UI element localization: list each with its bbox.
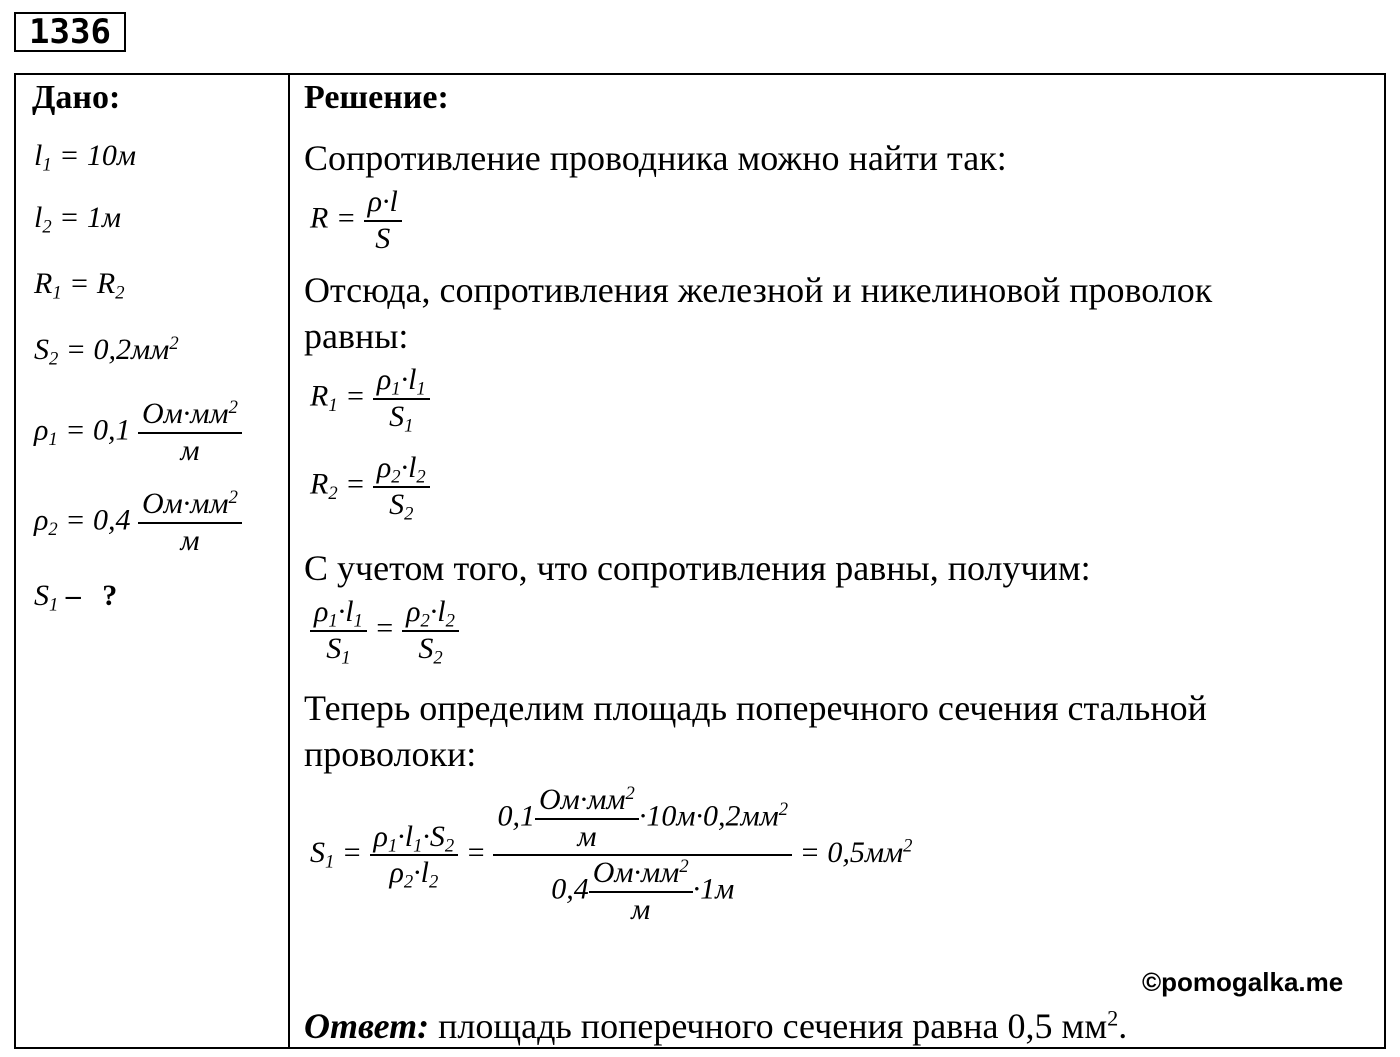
solution-line-4: С учетом того, что сопротивления равны, получим:	[304, 548, 1091, 588]
solution-line-3: равны:	[304, 316, 409, 356]
given-find-s1: $S_1$ – ?	[34, 579, 118, 616]
solution-table	[14, 73, 1386, 1049]
column-divider	[288, 75, 290, 1047]
answer-label: Ответ:	[304, 1006, 430, 1046]
formula-r1: $R_1$ = $\frac{\rho_1\cdot l_1}{S_1}$	[310, 363, 430, 434]
given-r-equal: $R_1 = R_2$	[34, 267, 125, 304]
solution-line-5: Теперь определим площадь поперечного сечения стальной	[304, 688, 1207, 728]
solution-header: Решение:	[304, 79, 449, 116]
given-rho2: $\rho_2 = 0,4$ $\frac{Ом\cdot мм^2}{м}$	[34, 487, 242, 558]
solution-line-2: Отсюда, сопротивления железной и никелиновой проволок	[304, 270, 1213, 310]
given-l1: $l_1 = 10м$	[34, 139, 137, 176]
problem-number: 1336	[14, 12, 126, 52]
formula-equality: $\frac{\rho_1\cdot l_1}{S_1}$ = $\frac{\rho_2\cdot l_2}{S_2}$	[310, 595, 459, 666]
formula-r2: $R_2$ = $\frac{\rho_2\cdot l_2}{S_2}$	[310, 451, 430, 522]
given-l2: $l_2 = 1м$	[34, 201, 122, 238]
solution-line-6: проволоки:	[304, 734, 477, 774]
given-rho1: $\rho_1 = 0,1$ $\frac{Ом\cdot мм^2}{м}$	[34, 397, 242, 468]
formula-final: $S_1$ = $\frac{\rho_1\cdot l_1\cdot S_2}{\rho_2\cdot l_2}$ = 0,1 $\frac{Ом\cdot мм^2}{м}$ $\cdot 10м\cdot 0,2мм^2$ 0,4 $\frac{Ом\cdot мм^2}{м}$ ·1м = $0,5мм^2$	[310, 782, 913, 926]
given-header: Дано:	[32, 79, 121, 116]
formula-resistance: R = $\frac{\rho\cdot l}{S}$	[310, 185, 402, 256]
given-s2: $S_2 = 0,2мм^2$	[34, 332, 179, 370]
watermark: ©pomogalka.me	[1142, 967, 1344, 997]
answer-line: Ответ: площадь поперечного сечения равна 0,5 $мм^2$.	[304, 1005, 1128, 1046]
solution-line-1: Сопротивление проводника можно найти так:	[304, 138, 1007, 178]
